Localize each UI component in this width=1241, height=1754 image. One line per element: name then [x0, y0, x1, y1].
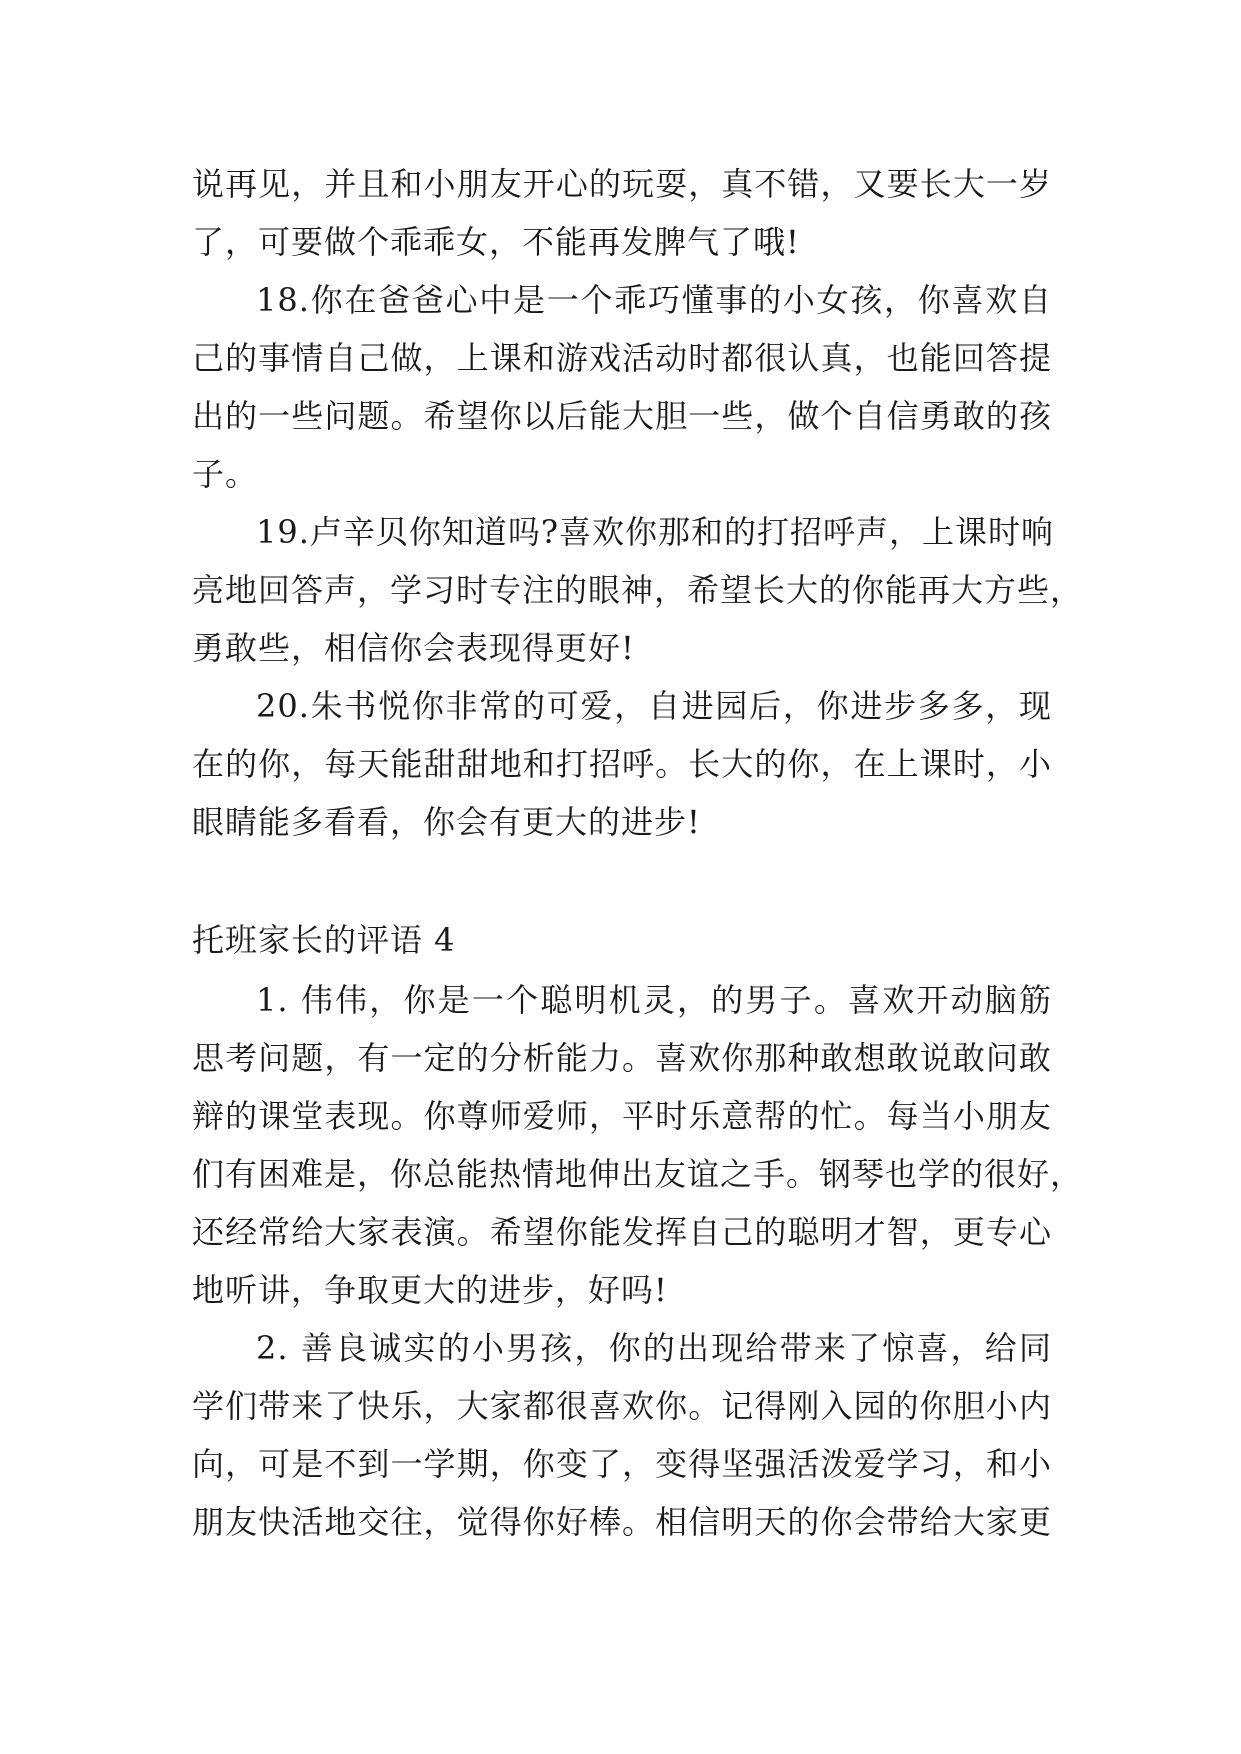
text-line: 20.朱书悦你非常的可爱，自进园后，你进步多多，现: [256, 687, 1052, 725]
text-line: 朋友快活地交往，觉得你好棒。相信明天的你会带给大家更: [192, 1503, 1052, 1541]
text-line: 己的事情自己做，上课和游戏活动时都很认真，也能回答提: [192, 339, 1052, 377]
text-line: 出的一些问题。希望你以后能大胆一些，做个自信勇敢的孩: [192, 397, 1052, 435]
text-line: 1. 伟伟，你是一个聪明机灵，的男子。喜欢开动脑筋: [256, 981, 1052, 1019]
section-heading: 托班家长的评语 4: [192, 921, 456, 959]
text-line: 了，可要做个乖乖女，不能再发脾气了哦!: [192, 223, 800, 261]
text-line: 向，可是不到一学期，你变了，变得坚强活泼爱学习，和小: [192, 1445, 1052, 1483]
text-line: 眼睛能多看看，你会有更大的进步!: [192, 803, 701, 841]
text-line: 勇敢些，相信你会表现得更好!: [192, 629, 635, 667]
text-line: 思考问题，有一定的分析能力。喜欢你那种敢想敢说敢问敢: [192, 1039, 1052, 1077]
text-line: 地听讲，争取更大的进步，好吗!: [192, 1271, 668, 1309]
text-line: 还经常给大家表演。希望你能发挥自己的聪明才智，更专心: [192, 1213, 1052, 1251]
text-line: 2. 善良诚实的小男孩，你的出现给带来了惊喜，给同: [256, 1329, 1052, 1367]
text-line: 们有困难是，你总能热情地伸出友谊之手。钢琴也学的很好，: [192, 1155, 1084, 1193]
text-line: 说再见，并且和小朋友开心的玩耍，真不错，又要长大一岁: [192, 165, 1052, 203]
text-line: 在的你，每天能甜甜地和打招呼。长大的你，在上课时，小: [192, 745, 1052, 783]
text-line: 亮地回答声，学习时专注的眼神，希望长大的你能再大方些，: [192, 571, 1084, 609]
text-line: 19.卢辛贝你知道吗?喜欢你那和的打招呼声，上课时响: [256, 513, 1055, 551]
text-line: 学们带来了快乐，大家都很喜欢你。记得刚入园的你胆小内: [192, 1387, 1052, 1425]
text-line: 子。: [192, 455, 259, 493]
text-line: 辩的课堂表现。你尊师爱师，平时乐意帮的忙。每当小朋友: [192, 1097, 1052, 1135]
text-line: 18.你在爸爸心中是一个乖巧懂事的小女孩，你喜欢自: [256, 281, 1052, 319]
